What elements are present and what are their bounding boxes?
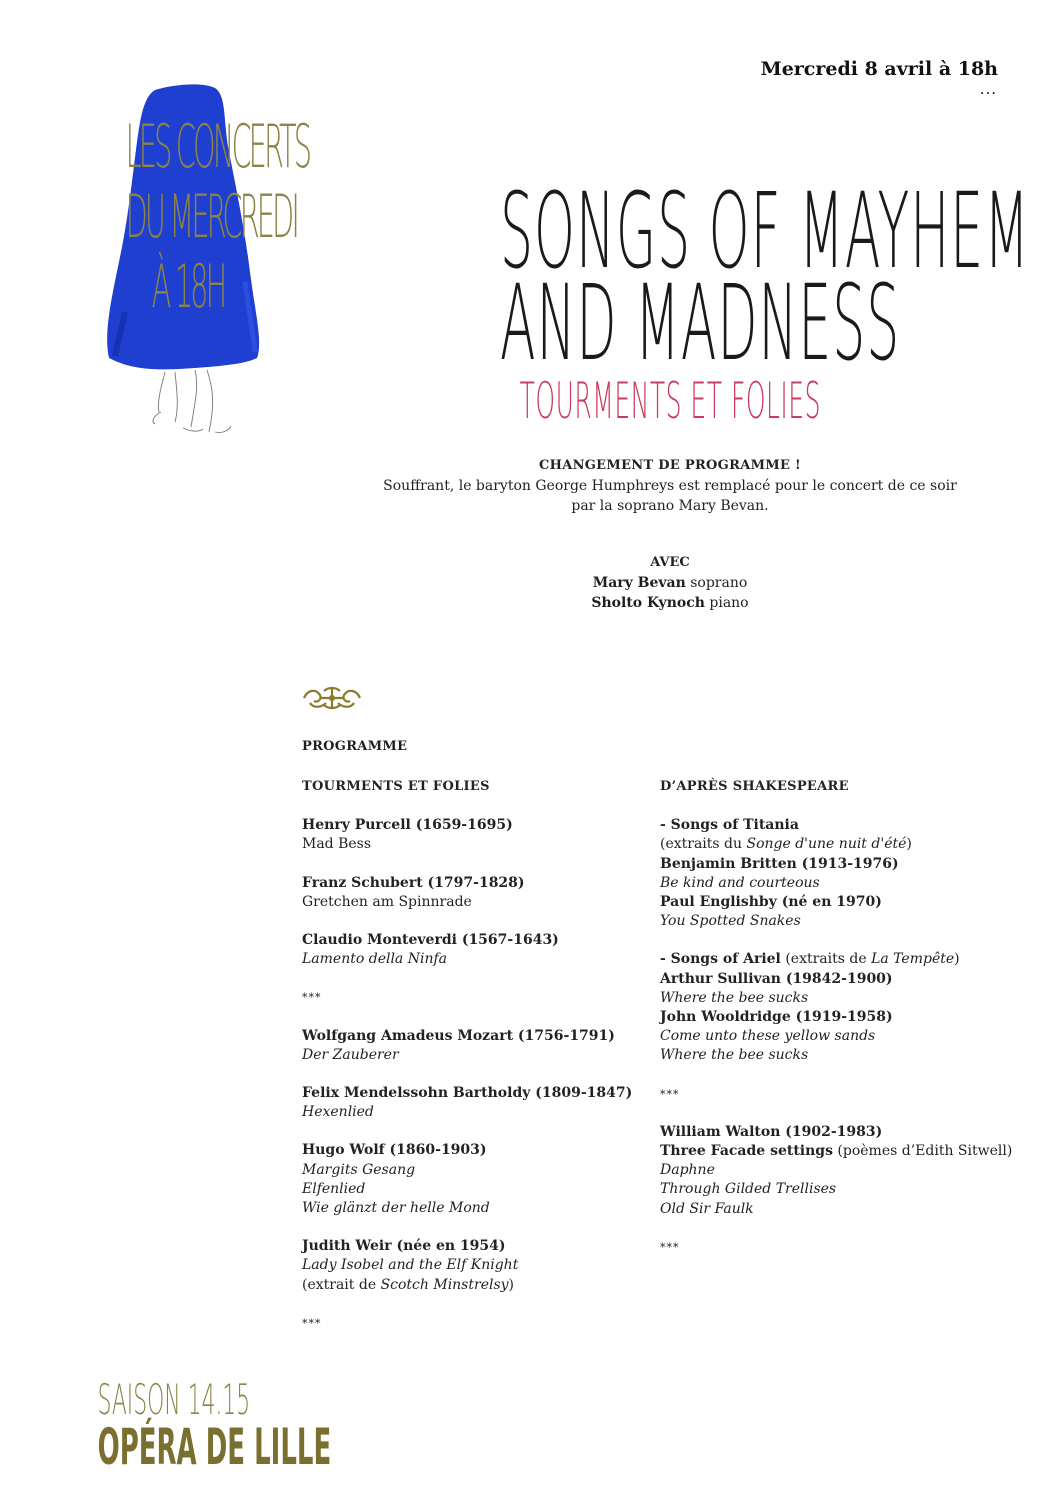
opera-de-lille-logo [40,1375,332,1476]
composer: Arthur Sullivan (19842-1900) [660,970,893,987]
programme-item [660,816,1020,931]
work: Gretchen am Spinnrade [302,893,472,910]
programme-item [302,1141,642,1218]
work: Lamento della Ninfa [302,951,447,968]
work: Where the bee sucks [660,1047,809,1064]
series-title-line-3: À 18H [151,252,225,322]
series-title-line-2: DU MERCREDI [125,182,297,252]
series-title [125,112,310,322]
date-dots: ... [979,80,997,98]
composer: John Wooldridge (1919-1958) [660,1009,893,1026]
work-set-title: Three Facade settings [660,1143,833,1160]
work: Lady Isobel and the Elf Knight [302,1257,519,1274]
work: Elfenlied [302,1180,366,1197]
performers-heading: AVEC [650,555,690,570]
programme-change-notice [330,456,1010,516]
date-heading: Mercredi 8 avril à 18h [760,58,998,80]
composer: Hugo Wolf (1860-1903) [302,1142,487,1159]
notice-line-1: Souffrant, le baryton George Humphreys est remplacé pour le concert de ce soir [383,478,957,494]
concert-subtitle [330,372,1010,430]
programme-item [660,950,1020,1065]
work: Hexenlied [302,1104,374,1121]
composer: Claudio Monteverdi (1567-1643) [302,932,559,949]
concert-title-line-2: AND MADNESS [500,262,901,384]
work: Mad Bess [302,836,372,853]
separator-stars: *** [660,1087,680,1101]
song-set-line: - Songs of Ariel (extraits de La Tempête) [660,951,960,968]
work: Where the bee sucks [660,989,809,1006]
work: Through Gilded Trellises [660,1181,837,1198]
programme-item [302,1084,642,1122]
programme-column-right [660,777,1020,1276]
programme-label: PROGRAMME [302,739,408,754]
notice-heading: CHANGEMENT DE PROGRAMME ! [538,458,801,473]
programme-item [302,1237,642,1295]
work: Der Zauberer [302,1046,399,1063]
work: Wie glänzt der helle Mond [302,1200,490,1217]
composer: Judith Weir (née en 1954) [302,1238,506,1255]
composer: Franz Schubert (1797-1828) [302,874,525,891]
performer-2 [330,593,1010,613]
composer: Paul Englishby (né en 1970) [660,894,882,911]
section-heading-shakespeare: D’APRÈS SHAKESPEARE [660,779,849,794]
opera-house-name: OPÉRA DE LILLE [97,1418,332,1476]
work: You Spotted Snakes [660,913,801,930]
composer: Felix Mendelssohn Bartholdy (1809-1847) [302,1085,633,1102]
performer-1-name: Mary Bevan [592,575,686,591]
performer-2-name: Sholto Kynoch [591,595,705,611]
work: Daphne [660,1162,715,1179]
programme-item [302,874,642,912]
concert-title-line-1: SONGS OF MAYHEM [500,170,1031,292]
separator-stars: *** [302,991,322,1005]
programme-item [302,816,642,854]
performer-2-role: piano [709,595,749,611]
programme-item [660,1123,1020,1219]
programme-column-left [302,777,642,1352]
notice-line-2: par la soprano Mary Bevan. [571,498,769,514]
separator-stars: *** [660,1240,680,1254]
season-label: SAISON 14.15 [97,1375,251,1424]
performers-block [330,553,1010,613]
composer: Henry Purcell (1659-1695) [302,817,513,834]
song-set-title: - Songs of Titania [660,817,799,834]
programme-item [302,931,642,969]
separator-stars: *** [302,1316,322,1330]
composer: William Walton (1902-1983) [660,1123,883,1140]
programme-item [302,1027,642,1065]
performer-1-role: soprano [690,575,748,591]
work: Margits Gesang [302,1161,416,1178]
performer-1 [330,573,1010,593]
concert-title [330,170,1031,384]
composer: Wolfgang Amadeus Mozart (1756-1791) [302,1027,615,1044]
work: Old Sir Faulk [660,1200,754,1217]
concert-subtitle-text: TOURMENTS ET FOLIES [519,372,821,430]
work-note: (extrait de Scotch Minstrelsy) [302,1276,515,1293]
composer: Benjamin Britten (1913-1976) [660,855,899,872]
work-set-line: Three Facade settings (poèmes d’Edith Sitwell) [660,1143,1013,1160]
series-title-line-1: LES CONCERTS [125,112,310,182]
ornament-icon [300,683,364,713]
song-set-title: - Songs of Ariel [660,951,781,968]
work: Be kind and courteous [660,874,820,891]
section-heading-tourments: TOURMENTS ET FOLIES [302,779,490,794]
work-note: (extraits du Songe d'une nuit d'été) [660,836,912,853]
work: Come unto these yellow sands [660,1028,876,1045]
